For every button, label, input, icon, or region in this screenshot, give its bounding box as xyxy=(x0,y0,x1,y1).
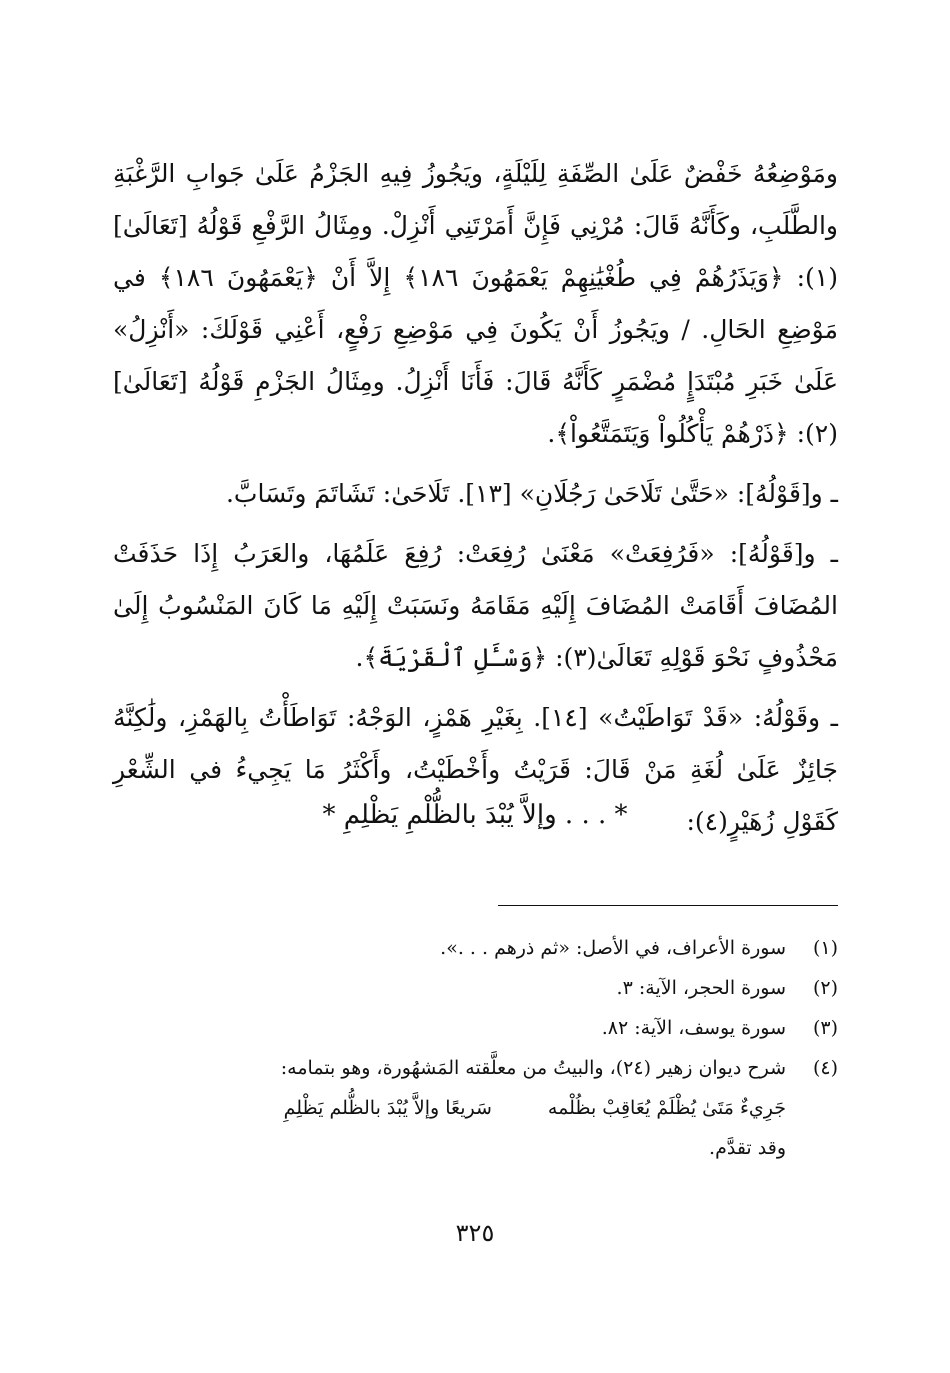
footnote-3 xyxy=(113,1008,838,1048)
footnote-4-closing: وقد تقدَّم. xyxy=(709,1137,786,1159)
main-text xyxy=(113,148,838,856)
footnote-text: سورة يوسف، الآية: ٨٢. xyxy=(601,1017,786,1039)
footnote-4-poem xyxy=(113,1088,786,1128)
poem-second-hemistich: سَريعًا وإلاَّ يُبْدَ بالظُّلم يَظْلِمِ xyxy=(283,1097,492,1119)
verse-line: * . . . وإلاَّ يُبْدَ بالظُّلْمِ يَظْلِمِ * xyxy=(322,800,628,830)
footnote-separator xyxy=(498,905,838,906)
footnote-text: سورة الحجر، الآية: ٣. xyxy=(616,977,786,999)
paragraph-4: ـ وقَوْلُهُ: «قَدْ تَوَاطَيْتُ» [١٤]. بِغَيْرِ هَمْزٍ، الوَجْهُ: تَوَاطَأْتُ بِالهَمْزِ، ولَٰكِنَّهُ جَائِزٌ عَلَىٰ لُغَةِ مَنْ قَالَ: قَرَيْتُ وأَخْطَيْتُ، وأَكْثَرُ مَا يَجِيءُ في الشِّعْرِ كَقَوْلِ زُهَيْرٍ(٤): xyxy=(113,703,838,836)
paragraph-1: ومَوْضِعُهُ خَفْضٌ عَلَىٰ الصِّفَةِ لِلَيْلَةٍ، ويَجُوزُ فِيهِ الجَزْمُ عَلَىٰ جَوابِ الرَّغْبَةِ والطَّلَبِ، وكَأَنَّهُ قَالَ: مُرْنِي فَإِنَّ أَمَرْتَنِي أَنْزِلْ. ومِثَالُ الرَّفْعِ قَوْلُهُ [تَعَالَىٰ](١): ﴿وَيَذَرُهُمْ فِي طُغْيَٰنِهِمْ يَعْمَهُونَ ١٨٦﴾ إِلاَّ أَنْ ﴿يَعْمَهُونَ ١٨٦﴾ في مَوْضِعِ الحَالِ. / ويَجُوزُ أَنْ يَكُونَ فِي مَوْضِعِ رَفْعٍ، أَعْنِي قَوْلَكَ: «أَنْزِلُ» عَلَىٰ خَبَرِ مُبْتَدَإٍ مُضْمَرٍ كَأَنَّهُ قَالَ: فَأَنَا أَنْزِلُ. ومِثَالُ الجَزْمِ قَوْلُهُ [تَعَالَىٰ](٢): ﴿ذَرْهُمْ يَأْكُلُواْ وَيَتَمَتَّعُواْ﴾. xyxy=(113,159,838,448)
poem-first-hemistich: جَرِيءٌ مَتَىٰ يُظْلَمْ يُعَاقِبْ بظُلْمه xyxy=(547,1097,786,1119)
paragraph-3: ـ و[قَوْلُهُ]: «فَرُفِعَتْ» مَعْنَىٰ رُفِعَتْ: رُفِعَ عَلَمُهَا، والعَرَبُ إِذَا حَذَفَتْ المُضَافَ أَقَامَتْ المُضَافَ إِلَيْهِ مَقَامَهُ ونَسَبَتْ إِلَيْهِ مَا كَانَ المَنْسُوبُ إِلَىٰ مَحْذُوفٍ نَحْوَ قَوْلِهِ تَعَالَىٰ(٣): ﴿وَسْـَٔلِ ٱلْقَرْيَةَ﴾. xyxy=(113,539,838,672)
footnote-4 xyxy=(113,1048,838,1088)
footnotes xyxy=(113,928,838,1168)
page-number: ٣٢٥ xyxy=(455,1219,495,1247)
footnote-number: (٢) xyxy=(812,977,838,999)
footnote-2 xyxy=(113,968,838,1008)
footnote-1 xyxy=(113,928,838,968)
footnote-text: سورة الأعراف، في الأصل: «ثم ذرهم . . .». xyxy=(440,937,786,959)
footnote-text: شرح ديوان زهير (٢٤)، والبيتُ من معلَّقته المَشهُورة، وهو بتمامه: xyxy=(280,1057,786,1079)
paragraph-2: ـ و[قَوْلُهُ]: «حَتَّىٰ تَلَاحَىٰ رَجُلَانِ» [١٣]. تَلَاحَىٰ: تَشَاتَمَ وتَسَابَّ. xyxy=(225,479,838,508)
footnote-number: (١) xyxy=(812,937,838,959)
footnote-number: (٤) xyxy=(812,1057,838,1079)
footnote-number: (٣) xyxy=(812,1017,838,1039)
